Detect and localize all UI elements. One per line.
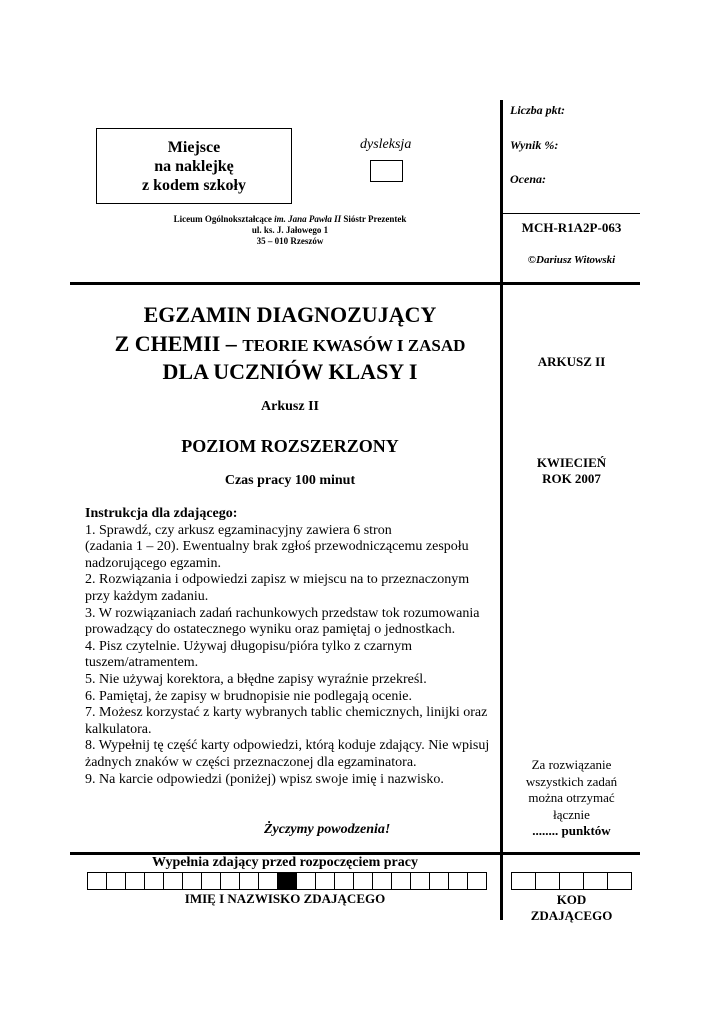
right-sheet-label: ARKUSZ II	[537, 354, 606, 369]
exam-title-subject: Z CHEMII –	[114, 331, 243, 356]
name-input-cells[interactable]	[88, 872, 487, 890]
exam-code: MCH-R1A2P-063	[521, 220, 622, 235]
code-label	[503, 892, 640, 924]
exam-title-line-3: DLA UCZNIÓW KLASY I	[162, 359, 418, 384]
instruction-7: 7. Możesz korzystać z karty wybranych tablic chemicznych, linijki oraz kalkulatora.	[85, 705, 488, 737]
code-cell[interactable]	[583, 872, 608, 890]
name-cell[interactable]	[410, 872, 430, 890]
time-label: Czas pracy 100 minut	[224, 473, 356, 488]
name-cell[interactable]	[220, 872, 240, 890]
horizontal-divider-top	[70, 282, 640, 285]
points-info	[503, 757, 640, 840]
code-input-cells[interactable]	[512, 872, 632, 890]
instruction-8: 8. Wypełnij tę część karty odpowiedzi, którą koduje zdający. Nie wpisuj żadnych znaków w części przeznaczonej dla egzaminatora.	[85, 738, 490, 770]
exam-date	[503, 455, 640, 487]
wishes: Życzymy powodzenia!	[264, 822, 391, 837]
name-cell[interactable]	[467, 872, 487, 890]
name-cell[interactable]	[334, 872, 354, 890]
name-label: IMIĘ I NAZWISKO ZDAJĄCEGO	[184, 891, 386, 906]
code-cell[interactable]	[607, 872, 632, 890]
instruction-2: 2. Rozwiązania i odpowiedzi zapisz w miejscu na to przeznaczonym przy każdym zadaniu.	[85, 572, 470, 604]
level-label: POZIOM ROZSZERZONY	[181, 436, 399, 456]
dyslexia-checkbox[interactable]	[370, 160, 403, 182]
instruction-6: 6. Pamiętaj, że zapisy w brudnopisie nie podlegają ocenie.	[85, 688, 412, 704]
right-panel-divider	[500, 213, 640, 214]
code-cell[interactable]	[535, 872, 560, 890]
exam-title-line-1: EGZAMIN DIAGNOZUJĄCY	[143, 302, 437, 327]
name-cell[interactable]	[87, 872, 107, 890]
name-cell[interactable]	[201, 872, 221, 890]
sheet-label: Arkusz II	[261, 399, 319, 414]
school-address	[140, 214, 440, 247]
exam-title-topic: TEORIE KWASÓW I ZASAD	[242, 336, 466, 355]
name-cell[interactable]	[391, 872, 411, 890]
name-cell[interactable]	[144, 872, 164, 890]
points-label: Liczba pkt:	[510, 103, 565, 117]
name-cell[interactable]	[353, 872, 373, 890]
code-label-line-2: ZDAJĄCEGO	[530, 908, 613, 923]
name-cell[interactable]	[239, 872, 259, 890]
points-info-line-1: Za rozwiązanie	[531, 757, 612, 772]
result-label: Wynik %:	[510, 138, 559, 152]
code-cell[interactable]	[511, 872, 536, 890]
points-info-line-2: wszystkich zadań	[525, 773, 618, 789]
name-cell[interactable]	[182, 872, 202, 890]
name-cell[interactable]	[106, 872, 126, 890]
name-cell[interactable]	[296, 872, 316, 890]
sticker-line-2: na naklejkę	[154, 157, 234, 175]
instructions	[85, 506, 497, 788]
points-info-line-5: ........ punktów	[532, 823, 611, 838]
school-city: 35 – 010 Rzeszów	[256, 236, 324, 246]
exam-month: KWIECIEŃ	[536, 455, 607, 470]
copyright: ©Dariusz Witowski	[527, 254, 616, 266]
points-info-line-4: łącznie	[553, 806, 590, 822]
fill-note: Wypełnia zdający przed rozpoczęciem pracy	[152, 855, 418, 870]
exam-year: ROK 2007	[542, 471, 601, 486]
school-name-part-2: im. Jana Pawła II	[274, 214, 342, 224]
school-street: ul. ks. J. Jałowego 1	[251, 225, 329, 235]
points-info-line-3: można otrzymać	[528, 790, 615, 805]
instructions-heading: Instrukcja dla zdającego:	[85, 506, 238, 521]
instruction-9: 9. Na karcie odpowiedzi (poniżej) wpisz swoje imię i nazwisko.	[85, 771, 444, 787]
exam-title-line-2	[70, 331, 510, 357]
school-name-part-1: Liceum Ogólnokształcące	[173, 214, 275, 224]
school-name-part-3: Sióstr Prezentek	[341, 214, 407, 224]
code-cell[interactable]	[559, 872, 584, 890]
name-cell[interactable]	[372, 872, 392, 890]
name-cell[interactable]	[125, 872, 145, 890]
name-cell[interactable]	[315, 872, 335, 890]
name-cell[interactable]	[448, 872, 468, 890]
school-name	[140, 214, 440, 225]
instruction-1: 1. Sprawdź, czy arkusz egzaminacyjny zawiera 6 stron	[85, 522, 392, 538]
name-cell[interactable]	[429, 872, 449, 890]
dyslexia-label: dysleksja	[360, 137, 412, 152]
name-separator-cell	[277, 872, 297, 890]
sticker-line-1: Miejsce	[167, 138, 221, 156]
instruction-1-cont: (zadania 1 – 20). Ewentualny brak zgłoś przewodniczącemu zespołu nadzorującego egzamin.	[85, 539, 469, 571]
instruction-3: 3. W rozwiązaniach zadań rachunkowych przedstaw tok rozumowania prowadzący do ostatecznego wyniku oraz pamiętaj o jednostkach.	[85, 605, 480, 638]
name-cell[interactable]	[258, 872, 278, 890]
school-sticker-box	[96, 128, 292, 204]
instruction-5: 5. Nie używaj korektora, a błędne zapisy wyraźnie przekreśl.	[85, 671, 427, 687]
grade-label: Ocena:	[510, 172, 546, 186]
name-cell[interactable]	[163, 872, 183, 890]
instruction-4: 4. Pisz czytelnie. Używaj długopisu/pióra tylko z czarnym tuszem/atramentem.	[85, 638, 412, 671]
sticker-line-3: z kodem szkoły	[142, 176, 246, 194]
code-label-line-1: KOD	[556, 892, 587, 907]
